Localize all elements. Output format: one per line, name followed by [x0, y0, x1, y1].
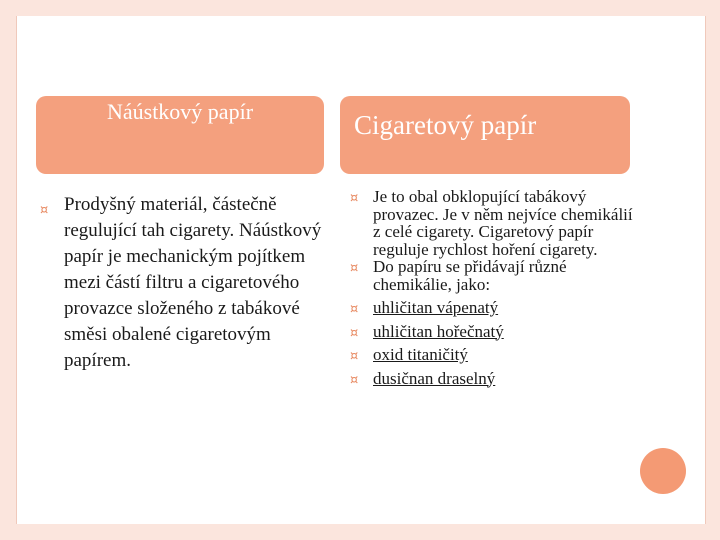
left-header-box — [36, 96, 324, 174]
square-bullet-icon: ¤ — [350, 372, 359, 388]
list-item — [350, 188, 640, 258]
chemical-link[interactable]: uhličitan vápenatý — [373, 298, 499, 317]
list-item — [40, 192, 325, 374]
left-column-text: Prodyšný materiál, částečně regulující tah cigarety. Náústkový papír je mechanickým pojítkem mezi částí filtru a cigaretového provazce složeného z tabákové směsi obalené cigaretovým papírem. — [64, 194, 322, 371]
chemical-link[interactable]: dusičnan draselný — [373, 368, 496, 388]
list-item — [350, 370, 640, 388]
square-bullet-icon: ¤ — [350, 325, 359, 341]
left-column-list — [40, 192, 325, 374]
list-item — [350, 258, 640, 293]
list-item — [350, 323, 640, 341]
square-bullet-icon: ¤ — [350, 349, 359, 364]
square-bullet-icon: ¤ — [40, 203, 49, 218]
right-item-text: Do papíru se přidávají různé chemikálie, jako: — [373, 257, 567, 294]
list-item — [350, 346, 640, 364]
square-bullet-icon: ¤ — [350, 261, 359, 276]
right-column-list — [350, 188, 640, 387]
chemical-link[interactable]: oxid titaničitý — [373, 345, 468, 364]
list-item — [350, 299, 640, 317]
circle-decoration-icon — [640, 448, 686, 494]
left-header-title: Náústkový papír — [106, 99, 254, 124]
right-header-box — [340, 96, 630, 174]
right-header-title: Cigaretový papír — [354, 110, 537, 140]
right-item-text: Je to obal obklopující tabákový provazec. Je v něm nejvíce chemikálií z celé cigarety. Cigaretový papír reguluje rychlost hoření cigarety. — [373, 187, 633, 259]
square-bullet-icon: ¤ — [350, 302, 359, 317]
square-bullet-icon: ¤ — [350, 191, 359, 206]
chemical-link[interactable]: uhličitan hořečnatý — [373, 321, 504, 341]
